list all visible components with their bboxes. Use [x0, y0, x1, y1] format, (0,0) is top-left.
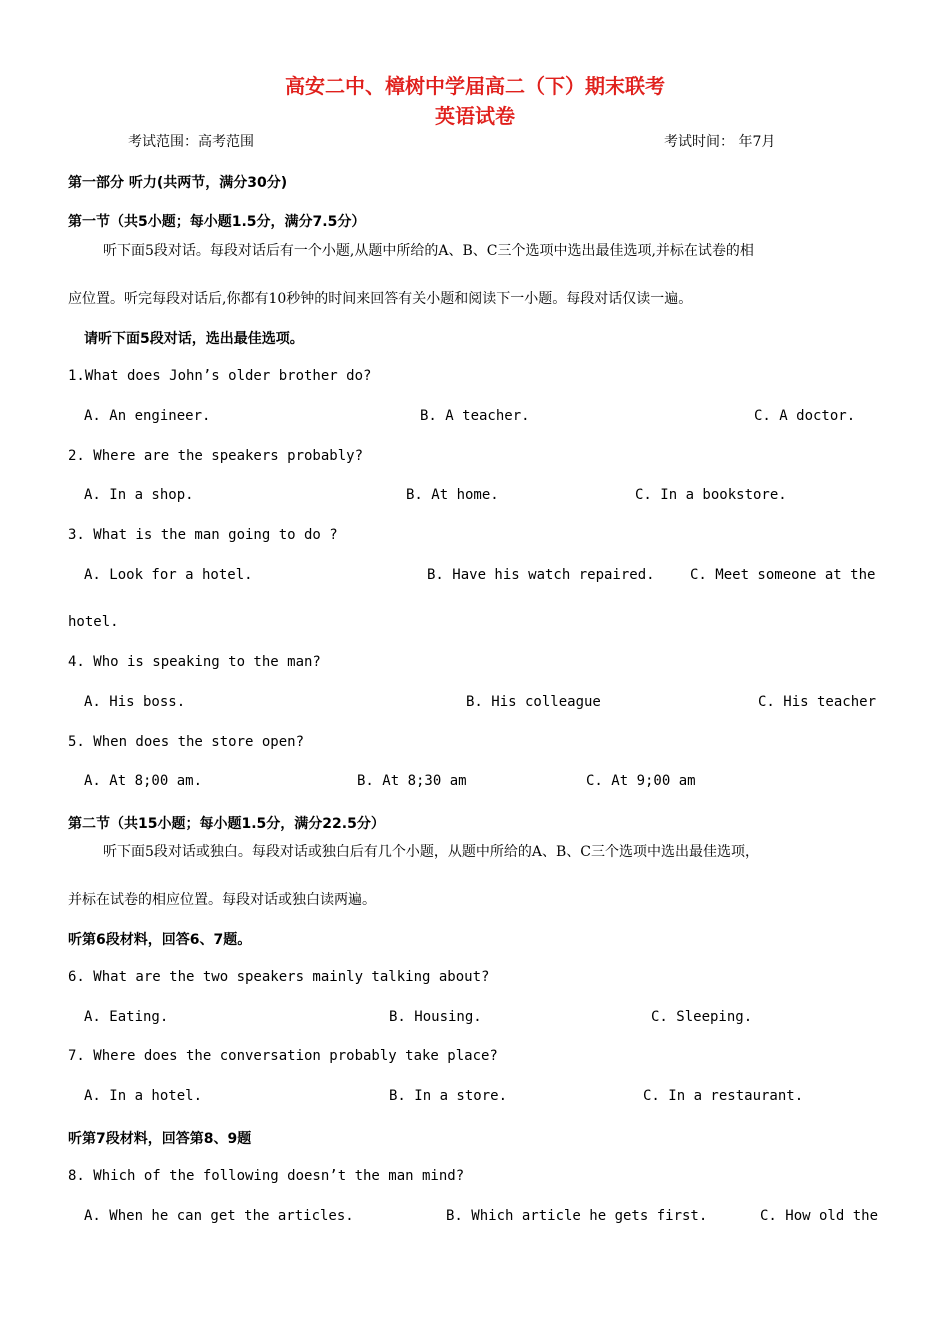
option-7c: C. In a restaurant.: [643, 1088, 804, 1104]
option-5c: C. At 9;00 am: [586, 773, 696, 789]
question-5: 5. When does the store open?: [68, 734, 305, 750]
option-8a: A. When he can get the articles.: [84, 1208, 354, 1224]
option-2c: C. In a bookstore.: [635, 487, 787, 503]
option-5b: B. At 8;30 am: [357, 773, 467, 789]
question-8: 8. Which of the following doesn’t the man mind?: [68, 1168, 465, 1184]
exam-time: 考试时间： 年7月: [664, 134, 776, 150]
material-6-heading: 听第6段材料，回答6、7题。: [68, 932, 252, 948]
option-3c-continued: hotel.: [68, 614, 119, 630]
option-8b: B. Which article he gets first.: [446, 1208, 708, 1224]
option-5a: A. At 8;00 am.: [84, 773, 203, 789]
option-1c: C. A doctor.: [754, 408, 856, 424]
section1-instructions-line2: 应位置。听完每段对话后,你都有10秒钟的时间来回答有关小题和阅读下一小题。每段对话仅读一遍。: [68, 291, 693, 307]
option-7a: A. In a hotel.: [84, 1088, 203, 1104]
option-3a: A. Look for a hotel.: [84, 567, 253, 583]
material-7-heading: 听第7段材料，回答第8、9题: [68, 1131, 252, 1147]
option-8c: C. How old the: [760, 1208, 879, 1224]
option-4a: A. His boss.: [84, 694, 186, 710]
option-2b: B. At home.: [406, 487, 499, 503]
question-7: 7. Where does the conversation probably take place?: [68, 1048, 498, 1064]
question-6: 6. What are the two speakers mainly talking about?: [68, 969, 490, 985]
section2-instructions-line2: 并标在试卷的相应位置。每段对话或独白读两遍。: [68, 892, 376, 908]
exam-range: 考试范围：高考范围: [128, 134, 254, 150]
option-6a: A. Eating.: [84, 1009, 169, 1025]
option-1b: B. A teacher.: [420, 408, 530, 424]
option-6c: C. Sleeping.: [651, 1009, 753, 1025]
option-3c: C. Meet someone at the: [690, 567, 876, 583]
option-2a: A. In a shop.: [84, 487, 194, 503]
option-4b: B. His colleague: [466, 694, 601, 710]
section2-instructions-line1: 听下面5段对话或独白。每段对话或独白后有几个小题，从题中所给的A、B、C三个选项中选出最佳选项，: [103, 844, 760, 860]
exam-title: 高安二中、樟树中学届高二（下）期末联考: [285, 74, 665, 98]
section1-heading: 第一节（共5小题；每小题1.5分，满分7.5分）: [68, 214, 366, 230]
section1-instructions-line1: 听下面5段对话。每段对话后有一个小题,从题中所给的A、B、C三个选项中选出最佳选项,并标在试卷的相: [103, 243, 754, 259]
section2-heading: 第二节（共15小题；每小题1.5分，满分22.5分）: [68, 816, 385, 832]
option-1a: A. An engineer.: [84, 408, 211, 424]
question-1: 1.What does John’s older brother do?: [68, 368, 372, 384]
section1-prompt: 请听下面5段对话，选出最佳选项。: [84, 331, 304, 347]
part1-heading: 第一部分 听力(共两节，满分30分): [68, 175, 288, 191]
exam-subject: 英语试卷: [435, 104, 515, 128]
option-3b: B. Have his watch repaired.: [427, 567, 655, 583]
question-2: 2. Where are the speakers probably?: [68, 448, 364, 464]
question-4: 4. Who is speaking to the man?: [68, 654, 321, 670]
question-3: 3. What is the man going to do ?: [68, 527, 338, 543]
option-7b: B. In a store.: [389, 1088, 508, 1104]
option-4c: C. His teacher: [758, 694, 877, 710]
option-6b: B. Housing.: [389, 1009, 482, 1025]
